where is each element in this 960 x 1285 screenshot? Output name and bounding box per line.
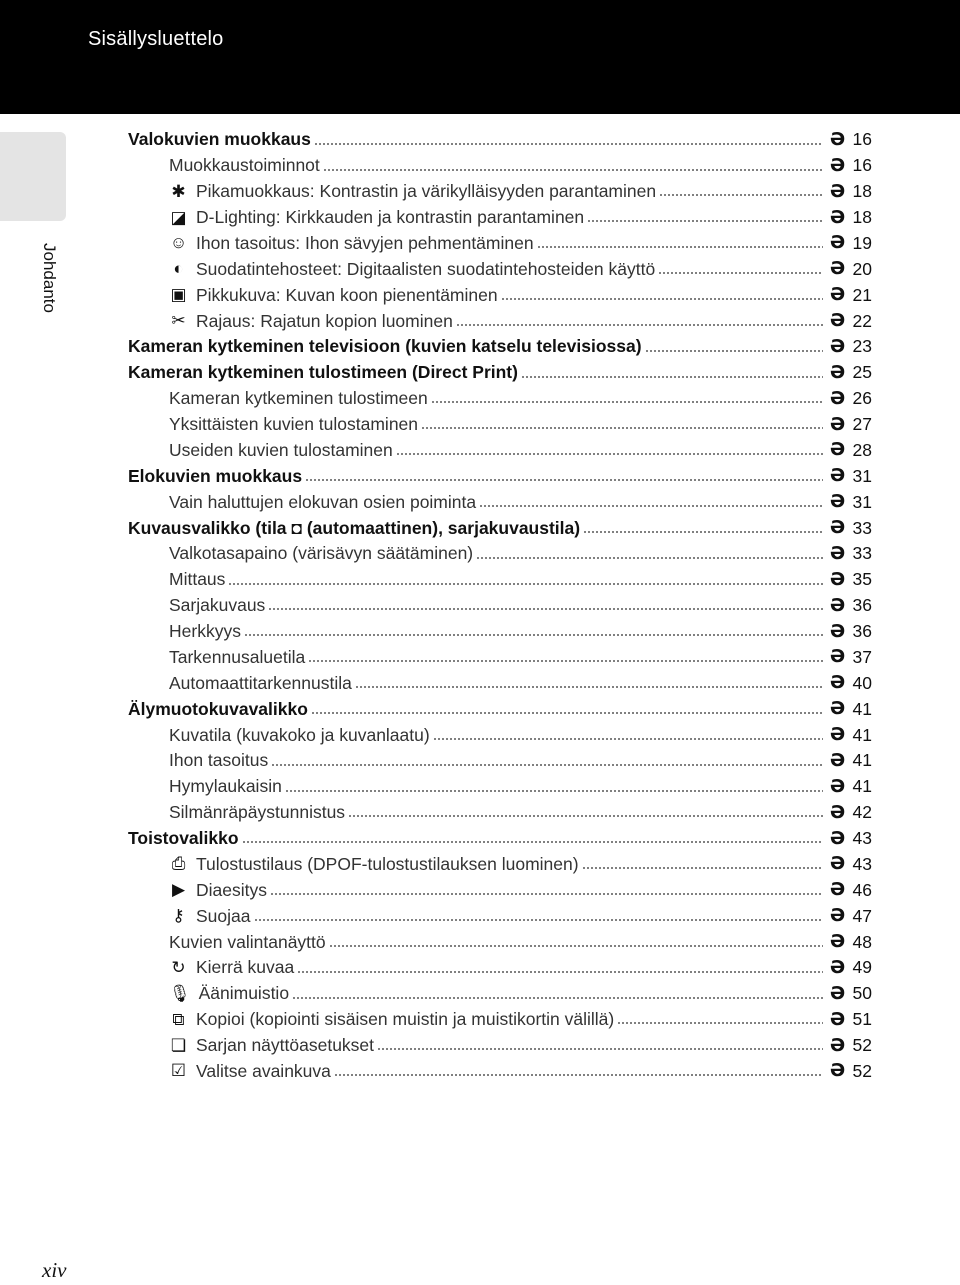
toc-entry-page-ref bbox=[826, 129, 872, 150]
toc-entry-page-number: 33 bbox=[852, 517, 872, 538]
dot-leader bbox=[254, 907, 823, 925]
toc-entry-title: Älymuotokuvavalikko bbox=[128, 698, 308, 719]
reference-section-icon: Ə bbox=[829, 154, 846, 176]
reference-section-icon: Ə bbox=[829, 672, 846, 694]
toc-entry[interactable] bbox=[128, 1059, 872, 1085]
toc-entry-icon: ☺ bbox=[169, 233, 188, 253]
toc-entry-page-number: 47 bbox=[852, 905, 872, 926]
toc-entry[interactable] bbox=[128, 386, 872, 412]
dot-leader bbox=[268, 597, 822, 615]
toc-entry-page-ref bbox=[826, 750, 872, 771]
toc-entry[interactable] bbox=[128, 541, 872, 567]
reference-section-icon: Ə bbox=[829, 439, 846, 461]
toc-entry-page-ref bbox=[826, 362, 872, 383]
toc-entry-title: Valitse avainkuva bbox=[196, 1060, 331, 1081]
reference-section-icon: Ə bbox=[829, 232, 846, 254]
page-number: xiv bbox=[42, 1258, 67, 1282]
toc-entry[interactable] bbox=[128, 256, 872, 282]
toc-entry-page-ref bbox=[826, 336, 872, 357]
toc-entry-title: Kuvien valintanäyttö bbox=[169, 931, 326, 952]
reference-section-icon: Ə bbox=[829, 827, 846, 849]
toc-entry-title: Vain haluttujen elokuvan osien poiminta bbox=[169, 491, 477, 512]
toc-entry[interactable] bbox=[128, 645, 872, 671]
toc-entry-page-ref bbox=[826, 673, 872, 694]
reference-section-icon: Ə bbox=[829, 749, 846, 771]
toc-entry-page-ref bbox=[826, 155, 872, 176]
toc-entry-page-number: 52 bbox=[852, 1060, 872, 1081]
toc-entry-page-ref bbox=[826, 543, 872, 564]
dot-leader bbox=[583, 519, 822, 537]
toc-entry-title: Diaesitys bbox=[196, 879, 267, 900]
toc-entry-page-ref bbox=[826, 828, 872, 849]
toc-entry-page-number: 42 bbox=[852, 802, 872, 823]
reference-section-icon: Ə bbox=[829, 801, 846, 823]
dot-leader bbox=[270, 882, 823, 900]
dot-leader bbox=[334, 1063, 823, 1081]
toc-entry-title: Suodatintehosteet: Digitaalisten suodatintehosteiden käyttö bbox=[196, 258, 656, 279]
dot-leader bbox=[305, 468, 822, 486]
toc-entry-page-ref bbox=[826, 181, 872, 202]
toc-entry[interactable] bbox=[128, 334, 872, 360]
toc-entry-page-ref bbox=[826, 802, 872, 823]
toc-entry-page-ref bbox=[826, 647, 872, 668]
dot-leader bbox=[355, 675, 823, 693]
toc-entry-icon: ◪ bbox=[170, 207, 187, 227]
reference-section-icon: Ə bbox=[829, 879, 846, 901]
toc-entry-title: Ihon tasoitus: Ihon sävyjen pehmentäminen bbox=[196, 232, 534, 253]
toc-entry-page-ref bbox=[826, 983, 872, 1004]
toc-entry-page-number: 52 bbox=[852, 1035, 872, 1056]
side-tab-label: Johdanto bbox=[40, 243, 59, 313]
dot-leader bbox=[582, 856, 823, 874]
toc-entry[interactable] bbox=[128, 515, 872, 541]
toc-entry-title: Äänimuistio bbox=[198, 983, 290, 1004]
toc-entry-icon: ✱ bbox=[171, 181, 186, 201]
reference-section-icon: Ə bbox=[829, 128, 846, 150]
reference-section-icon: Ə bbox=[829, 180, 846, 202]
dot-leader bbox=[521, 364, 823, 382]
dot-leader bbox=[537, 235, 823, 253]
dot-leader bbox=[587, 209, 822, 227]
toc-entry-page-number: 22 bbox=[852, 310, 872, 331]
toc-entry-page-number: 36 bbox=[852, 595, 872, 616]
toc-entry[interactable] bbox=[128, 231, 872, 257]
toc-entry-title: Yksittäisten kuvien tulostaminen bbox=[169, 414, 419, 435]
toc-entry[interactable] bbox=[128, 567, 872, 593]
dot-leader bbox=[329, 933, 823, 951]
toc-entry-page-ref bbox=[826, 699, 872, 720]
reference-section-icon: Ə bbox=[829, 258, 846, 280]
toc-entry[interactable] bbox=[128, 179, 872, 205]
toc-entry[interactable] bbox=[128, 722, 872, 748]
dot-leader bbox=[228, 571, 822, 589]
toc-entry-title: Toistovalikko bbox=[128, 828, 239, 849]
toc-entry-page-ref bbox=[826, 776, 872, 797]
toc-entry-title: Suojaa bbox=[196, 905, 251, 926]
toc-entry-title: Kuvatila (kuvakoko ja kuvanlaatu) bbox=[169, 724, 430, 745]
toc-entry-page-number: 18 bbox=[852, 207, 872, 228]
toc-entry-title: Kameran kytkeminen televisioon (kuvien katselu televisiossa) bbox=[128, 336, 642, 357]
reference-section-icon: Ə bbox=[829, 387, 846, 409]
toc-entry-page-number: 49 bbox=[852, 957, 872, 978]
toc-entry-page-number: 35 bbox=[852, 569, 872, 590]
dot-leader bbox=[292, 985, 822, 1003]
toc-entry-page-number: 43 bbox=[852, 828, 872, 849]
toc-entry-page-ref bbox=[826, 595, 872, 616]
reference-section-icon: Ə bbox=[829, 1008, 846, 1030]
toc-entry[interactable] bbox=[128, 593, 872, 619]
reference-section-icon: Ə bbox=[829, 956, 846, 978]
dot-leader bbox=[285, 778, 823, 796]
reference-section-icon: Ə bbox=[829, 594, 846, 616]
reference-section-icon: Ə bbox=[829, 335, 846, 357]
table-of-contents bbox=[128, 127, 872, 1084]
toc-entry-page-number: 41 bbox=[852, 776, 872, 797]
toc-entry[interactable] bbox=[128, 282, 872, 308]
toc-entry-page-number: 36 bbox=[852, 621, 872, 642]
dot-leader bbox=[501, 286, 823, 304]
toc-entry[interactable] bbox=[128, 696, 872, 722]
dot-leader bbox=[323, 157, 823, 175]
toc-entry-title: Ihon tasoitus bbox=[169, 750, 269, 771]
reference-section-icon: Ə bbox=[829, 284, 846, 306]
toc-entry[interactable] bbox=[128, 877, 872, 903]
toc-entry[interactable] bbox=[128, 489, 872, 515]
toc-entry-page-ref bbox=[826, 440, 872, 461]
toc-entry-title: Automaattitarkennustila bbox=[169, 672, 352, 693]
reference-section-icon: Ə bbox=[829, 568, 846, 590]
toc-entry-page-ref bbox=[826, 466, 872, 487]
toc-entry[interactable] bbox=[128, 774, 872, 800]
toc-entry[interactable] bbox=[128, 463, 872, 489]
toc-entry-page-ref bbox=[826, 285, 872, 306]
toc-entry-page-number: 28 bbox=[852, 439, 872, 460]
toc-entry-page-number: 26 bbox=[852, 388, 872, 409]
reference-section-icon: Ə bbox=[829, 1034, 846, 1056]
dot-leader bbox=[244, 623, 823, 641]
toc-entry-page-ref bbox=[826, 1061, 872, 1082]
toc-entry-title: Mittaus bbox=[169, 569, 226, 590]
toc-entry-title: Sarjan näyttöasetukset bbox=[196, 1035, 375, 1056]
toc-entry-page-number: 41 bbox=[852, 698, 872, 719]
toc-entry-page-number: 50 bbox=[852, 983, 872, 1004]
toc-entry-page-number: 31 bbox=[852, 465, 872, 486]
dot-leader bbox=[421, 416, 823, 434]
toc-entry[interactable] bbox=[128, 1007, 872, 1033]
toc-entry-icon: ☑ bbox=[170, 1061, 187, 1081]
reference-section-icon: Ə bbox=[829, 491, 846, 513]
dot-leader bbox=[348, 804, 822, 822]
toc-entry-title: Pikamuokkaus: Kontrastin ja värikylläisyyden parantaminen bbox=[196, 181, 657, 202]
toc-entry[interactable] bbox=[128, 929, 872, 955]
dot-leader bbox=[431, 390, 823, 408]
dot-leader bbox=[617, 1011, 822, 1029]
toc-entry-icon: ⧉ bbox=[172, 1009, 185, 1029]
toc-entry-title: Silmänräpäystunnistus bbox=[169, 802, 346, 823]
toc-entry-page-number: 46 bbox=[852, 879, 872, 900]
toc-entry-title: D-Lighting: Kirkkauden ja kontrastin parantaminen bbox=[196, 207, 585, 228]
toc-entry-page-ref bbox=[826, 880, 872, 901]
dot-leader bbox=[658, 261, 822, 279]
toc-entry-icon: ▣ bbox=[170, 285, 187, 305]
toc-entry-title: Valokuvien muokkaus bbox=[128, 129, 311, 150]
reference-section-icon: Ə bbox=[829, 724, 846, 746]
dot-leader bbox=[476, 545, 822, 563]
toc-entry-title: Kameran kytkeminen tulostimeen (Direct Print) bbox=[128, 362, 518, 383]
toc-entry-page-ref bbox=[826, 518, 872, 539]
toc-entry-title: Tarkennusaluetila bbox=[169, 646, 306, 667]
toc-entry-page-number: 48 bbox=[852, 931, 872, 952]
toc-entry-page-ref bbox=[826, 233, 872, 254]
reference-section-icon: Ə bbox=[829, 517, 846, 539]
reference-section-icon: Ə bbox=[829, 698, 846, 720]
toc-entry-page-number: 31 bbox=[852, 491, 872, 512]
toc-entry-title: Tulostustilaus (DPOF-tulostustilauksen luominen) bbox=[196, 853, 579, 874]
toc-entry-icon: ◐ bbox=[173, 259, 184, 279]
toc-entry[interactable] bbox=[128, 205, 872, 231]
toc-entry-page-number: 19 bbox=[852, 232, 872, 253]
toc-entry[interactable] bbox=[128, 1033, 872, 1059]
dot-leader bbox=[311, 700, 823, 718]
reference-section-icon: Ə bbox=[829, 465, 846, 487]
toc-entry-page-number: 41 bbox=[852, 750, 872, 771]
toc-entry[interactable] bbox=[128, 619, 872, 645]
toc-entry-page-ref bbox=[826, 207, 872, 228]
toc-entry-page-number: 25 bbox=[852, 362, 872, 383]
toc-entry-page-number: 51 bbox=[852, 1009, 872, 1030]
reference-section-icon: Ə bbox=[829, 361, 846, 383]
reference-section-icon: Ə bbox=[829, 982, 846, 1004]
toc-entry-page-ref bbox=[826, 311, 872, 332]
toc-entry-title: Elokuvien muokkaus bbox=[128, 465, 303, 486]
dot-leader bbox=[297, 959, 822, 977]
toc-entry-page-number: 43 bbox=[852, 853, 872, 874]
reference-section-icon: Ə bbox=[829, 620, 846, 642]
reference-section-icon: Ə bbox=[829, 775, 846, 797]
toc-entry-page-number: 23 bbox=[852, 336, 872, 357]
toc-entry-title: Valkotasapaino (värisävyn säätäminen) bbox=[169, 543, 474, 564]
dot-leader bbox=[314, 131, 823, 149]
toc-entry-page-ref bbox=[826, 932, 872, 953]
toc-entry[interactable] bbox=[128, 800, 872, 826]
dot-leader bbox=[271, 752, 822, 770]
toc-entry-page-number: 27 bbox=[852, 414, 872, 435]
toc-entry-title: Kierrä kuvaa bbox=[196, 957, 295, 978]
reference-section-icon: Ə bbox=[829, 1060, 846, 1082]
toc-entry-icon: ✂ bbox=[171, 311, 186, 331]
dot-leader bbox=[479, 493, 822, 511]
toc-entry[interactable] bbox=[128, 955, 872, 981]
toc-entry-page-ref bbox=[826, 957, 872, 978]
dot-leader bbox=[456, 312, 823, 330]
toc-entry-page-ref bbox=[826, 1035, 872, 1056]
page-header bbox=[0, 0, 960, 114]
dot-leader bbox=[308, 649, 822, 667]
toc-entry-page-number: 40 bbox=[852, 672, 872, 693]
toc-entry[interactable] bbox=[128, 438, 872, 464]
toc-entry-page-number: 33 bbox=[852, 543, 872, 564]
dot-leader bbox=[659, 183, 822, 201]
toc-entry-page-number: 21 bbox=[852, 284, 872, 305]
toc-entry-title: Sarjakuvaus bbox=[169, 595, 266, 616]
reference-section-icon: Ə bbox=[829, 853, 846, 875]
reference-section-icon: Ə bbox=[829, 905, 846, 927]
toc-entry-page-ref bbox=[826, 569, 872, 590]
toc-entry[interactable] bbox=[128, 360, 872, 386]
toc-entry-title: Rajaus: Rajatun kopion luominen bbox=[196, 310, 453, 331]
toc-entry-page-number: 20 bbox=[852, 258, 872, 279]
toc-entry[interactable] bbox=[128, 127, 872, 153]
reference-section-icon: Ə bbox=[829, 413, 846, 435]
toc-entry[interactable] bbox=[128, 670, 872, 696]
toc-entry[interactable] bbox=[128, 412, 872, 438]
toc-entry[interactable] bbox=[128, 748, 872, 774]
dot-leader bbox=[396, 442, 823, 460]
toc-entry[interactable] bbox=[128, 308, 872, 334]
toc-entry-title: Kopioi (kopiointi sisäisen muistin ja muistikortin välillä) bbox=[196, 1009, 615, 1030]
dot-leader bbox=[645, 338, 823, 356]
toc-entry[interactable] bbox=[128, 903, 872, 929]
toc-entry-icon: 🎙 bbox=[169, 983, 191, 1003]
toc-entry-page-number: 16 bbox=[852, 129, 872, 150]
toc-entry-title: Hymylaukaisin bbox=[169, 776, 282, 797]
toc-entry-page-number: 16 bbox=[852, 155, 872, 176]
side-tab bbox=[0, 132, 66, 221]
toc-entry-icon: ⚷ bbox=[172, 906, 185, 926]
reference-section-icon: Ə bbox=[829, 542, 846, 564]
toc-entry-title: Kuvausvalikko (tila ◘ (automaattinen), sarjakuvaustila) bbox=[128, 517, 581, 538]
toc-entry-title: Kameran kytkeminen tulostimeen bbox=[169, 388, 428, 409]
toc-entry-icon: ⎙ bbox=[171, 854, 186, 874]
toc-entry-page-ref bbox=[826, 388, 872, 409]
reference-section-icon: Ə bbox=[829, 310, 846, 332]
dot-leader bbox=[433, 726, 823, 744]
toc-entry-page-ref bbox=[826, 1009, 872, 1030]
toc-entry-page-number: 41 bbox=[852, 724, 872, 745]
toc-entry-page-number: 18 bbox=[852, 181, 872, 202]
reference-section-icon: Ə bbox=[829, 931, 846, 953]
toc-entry[interactable] bbox=[128, 153, 872, 179]
toc-entry-icon: ▶ bbox=[171, 880, 186, 900]
toc-entry[interactable] bbox=[128, 852, 872, 878]
header-title: Sisällysluettelo bbox=[88, 28, 224, 50]
toc-entry-page-ref bbox=[826, 621, 872, 642]
toc-entry-page-ref bbox=[826, 725, 872, 746]
toc-entry-page-ref bbox=[826, 259, 872, 280]
toc-entry-page-ref bbox=[826, 906, 872, 927]
reference-section-icon: Ə bbox=[829, 206, 846, 228]
toc-entry[interactable] bbox=[128, 981, 872, 1007]
toc-entry[interactable] bbox=[128, 826, 872, 852]
toc-entry-icon: ↻ bbox=[171, 957, 186, 977]
toc-entry-icon: ❏ bbox=[170, 1035, 187, 1055]
reference-section-icon: Ə bbox=[829, 646, 846, 668]
toc-entry-page-ref bbox=[826, 414, 872, 435]
toc-entry-page-ref bbox=[826, 854, 872, 875]
toc-entry-page-number: 37 bbox=[852, 646, 872, 667]
toc-entry-title: Herkkyys bbox=[169, 621, 241, 642]
toc-entry-title: Pikkukuva: Kuvan koon pienentäminen bbox=[196, 284, 498, 305]
toc-entry-title: Muokkaustoiminnot bbox=[169, 155, 320, 176]
dot-leader bbox=[242, 830, 823, 848]
toc-entry-title: Useiden kuvien tulostaminen bbox=[169, 439, 393, 460]
dot-leader bbox=[377, 1037, 823, 1055]
toc-entry-page-ref bbox=[826, 492, 872, 513]
